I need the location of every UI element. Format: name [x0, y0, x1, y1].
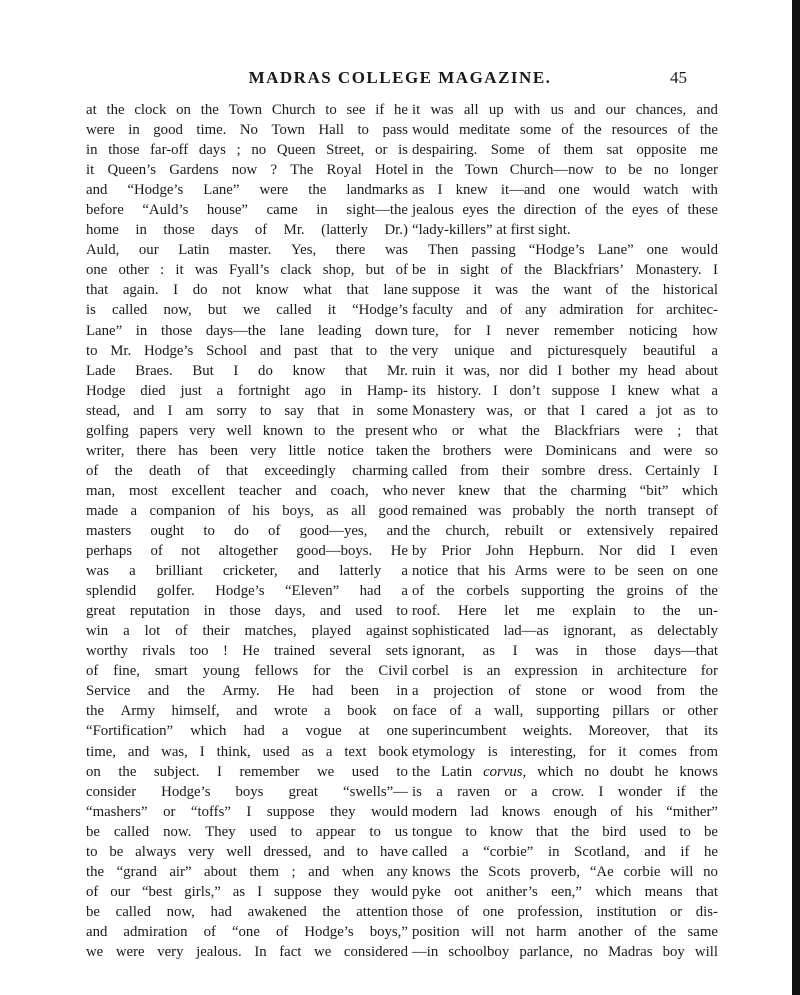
text-line: golfing papers very well known to the present [86, 422, 408, 439]
text-line: ignorant, as I was in those days—that [412, 643, 718, 660]
text-line: consider Hodge’s boys great “swells”— [86, 783, 408, 800]
text-line: masters ought to do of good—yes, and [86, 522, 408, 539]
text-line: be called now, had awakened the attention [86, 903, 408, 920]
text-line: would meditate some of the resources of the [412, 122, 718, 139]
text-line: of fine, smart young fellows for the Civil [86, 663, 408, 680]
text-line: called from their sombre dress. Certainly I [412, 462, 718, 479]
text-line: it was all up with us and our chances, and [412, 102, 718, 118]
text-line: face of a wall, supporting pillars or other [412, 703, 718, 720]
text-line: great reputation in those days, and used to [86, 603, 408, 620]
text-line: roof. Here let me explain to the un- [412, 603, 718, 620]
page-number: 45 [670, 68, 687, 87]
text-line: Service and the Army. He had been in [86, 683, 408, 700]
text-line: position will not harm another of the same [412, 923, 718, 940]
text-line: very unique and picturesquely beautiful a [412, 342, 718, 359]
text-line: at the clock on the Town Church to see if he [86, 102, 408, 118]
text-line: Lane” in those days—the lane leading down [86, 322, 408, 339]
text-line: sophisticated lad—as ignorant, as delectably [412, 623, 718, 640]
text-line: before “Auld’s house” came in sight—the [86, 202, 408, 219]
text-line: be in sight of the Blackfriars’ Monastery. I [412, 262, 718, 279]
text-line: that again. I do not know what that lane [86, 282, 408, 299]
text-line: notice that his Arms were to be seen on one [412, 563, 718, 580]
text-line: the church, rebuilt or extensively repaired [412, 522, 718, 539]
text-line: who or what the Blackfriars were ; that [412, 422, 718, 439]
text-line: is called now, but we called it “Hodge’s [86, 302, 408, 319]
text-line: remained was probably the north transept of [412, 502, 718, 519]
text-line: we were very jealous. In fact we considered [86, 943, 408, 960]
running-title: MADRAS COLLEGE MAGAZINE. [248, 68, 552, 87]
text-line: it Queen’s Gardens now ? The Royal Hotel [86, 162, 408, 179]
text-line: modern lad knows enough of his “mither” [412, 803, 718, 820]
text-line: in the Town Church—now to be no longer [412, 162, 718, 179]
text-line: pyke oot anither’s een,” which means that [412, 883, 718, 900]
text-line: made a companion of his boys, as all good [86, 502, 408, 519]
text-line: time, and was, I think, used as a text book [86, 743, 408, 760]
text-line: those of one profession, institution or dis- [412, 903, 718, 920]
text-line: to be always very well dressed, and to have [86, 843, 408, 860]
scan-edge [792, 0, 800, 995]
text-line: of the corbels supporting the groins of the [412, 583, 718, 600]
text-line: suppose it was the want of the historical [412, 282, 718, 299]
text-line: never knew that the charming “bit” which [412, 482, 718, 499]
text-line: ruin it was, nor did I bother my head about [412, 362, 718, 379]
text-line: were in good time. No Town Hall to pass [86, 122, 408, 139]
text-line: superincumbent weights. Moreover, that its [412, 723, 718, 740]
text-line: —in schoolboy parlance, no Madras boy will [412, 943, 718, 960]
text-line: of the death of that exceedingly charming [86, 462, 408, 479]
text-line: Lade Braes. But I do know that Mr. [86, 362, 408, 379]
text-line: a projection of stone or wood from the [412, 683, 718, 700]
text-line: be called now. They used to appear to us [86, 823, 408, 840]
text-line: its history. I don’t suppose I knew what a [412, 382, 718, 399]
text-line: was a brilliant cricketer, and latterly a [86, 563, 408, 580]
page-header [0, 68, 800, 92]
text-line: “Fortification” which had a vogue at one [86, 723, 408, 740]
text-line: the “grand air” about them ; and when any [86, 863, 408, 880]
text-line: the Army himself, and wrote a book on [86, 703, 408, 720]
text-line: in those far-off days ; no Queen Street, or is [86, 142, 408, 159]
text-line: Hodge died just a fortnight ago in Hamp- [86, 382, 408, 399]
text-line: as I knew it—and one would watch with [412, 182, 718, 199]
text-line: the brothers were Dominicans and were so [412, 442, 718, 459]
text-line: home in those days of Mr. (latterly Dr.) [86, 222, 408, 239]
text-line: writer, there has been very little notice taken [86, 442, 408, 459]
text-line: “lady-killers” at first sight. [412, 222, 571, 239]
text-line: win a lot of their matches, played against [86, 623, 408, 640]
text-line: and admiration of “one of Hodge’s boys,” [86, 923, 408, 940]
text-line: one other : it was Fyall’s clack shop, but of [86, 262, 408, 279]
text-line: by Prior John Hepburn. Nor did I even [412, 543, 718, 560]
text-line: to Mr. Hodge’s School and past that to the [86, 342, 408, 359]
text-line: Monastery was, or that I cared a jot as to [412, 402, 718, 419]
text-line: the Latin corvus, which no doubt he knows [412, 763, 718, 780]
text-line: is a raven or a crow. I wonder if the [412, 783, 718, 800]
text-line: worthy rivals too ! He trained several sets [86, 643, 408, 660]
text-line: etymology is interesting, for it comes from [412, 743, 718, 760]
text-line: splendid golfer. Hodge’s “Eleven” had a [86, 583, 408, 600]
text-line: ture, for I never remember noticing how [412, 322, 718, 339]
text-line: despairing. Some of them sat opposite me [412, 142, 718, 159]
text-line: “mashers” or “toffs” I suppose they would [86, 803, 408, 820]
text-line: tongue to know that the bird used to be [412, 823, 718, 840]
text-line: man, most excellent teacher and coach, who [86, 482, 408, 499]
left-column [86, 100, 408, 962]
text-line: and “Hodge’s Lane” were the landmarks [86, 182, 408, 199]
text-line: called a “corbie” in Scotland, and if he [412, 843, 718, 860]
right-column [412, 100, 718, 962]
text-line: of our “best girls,” as I suppose they would [86, 883, 408, 900]
text-line: jealous eyes the direction of the eyes of these [412, 202, 718, 219]
text-line: faculty and of any admiration for architec- [412, 302, 718, 319]
text-line: corbel is an expression in architecture for [412, 663, 718, 680]
text-line: knows the Scots proverb, “Ae corbie will no [412, 863, 718, 880]
text-line: on the subject. I remember we used to [86, 763, 408, 780]
text-line: perhaps of not altogether good—boys. He [86, 543, 408, 560]
text-line: stead, and I am sorry to say that in some [86, 402, 408, 419]
text-line: Then passing “Hodge’s Lane” one would [428, 242, 718, 259]
text-line: Auld, our Latin master. Yes, there was [86, 242, 408, 259]
